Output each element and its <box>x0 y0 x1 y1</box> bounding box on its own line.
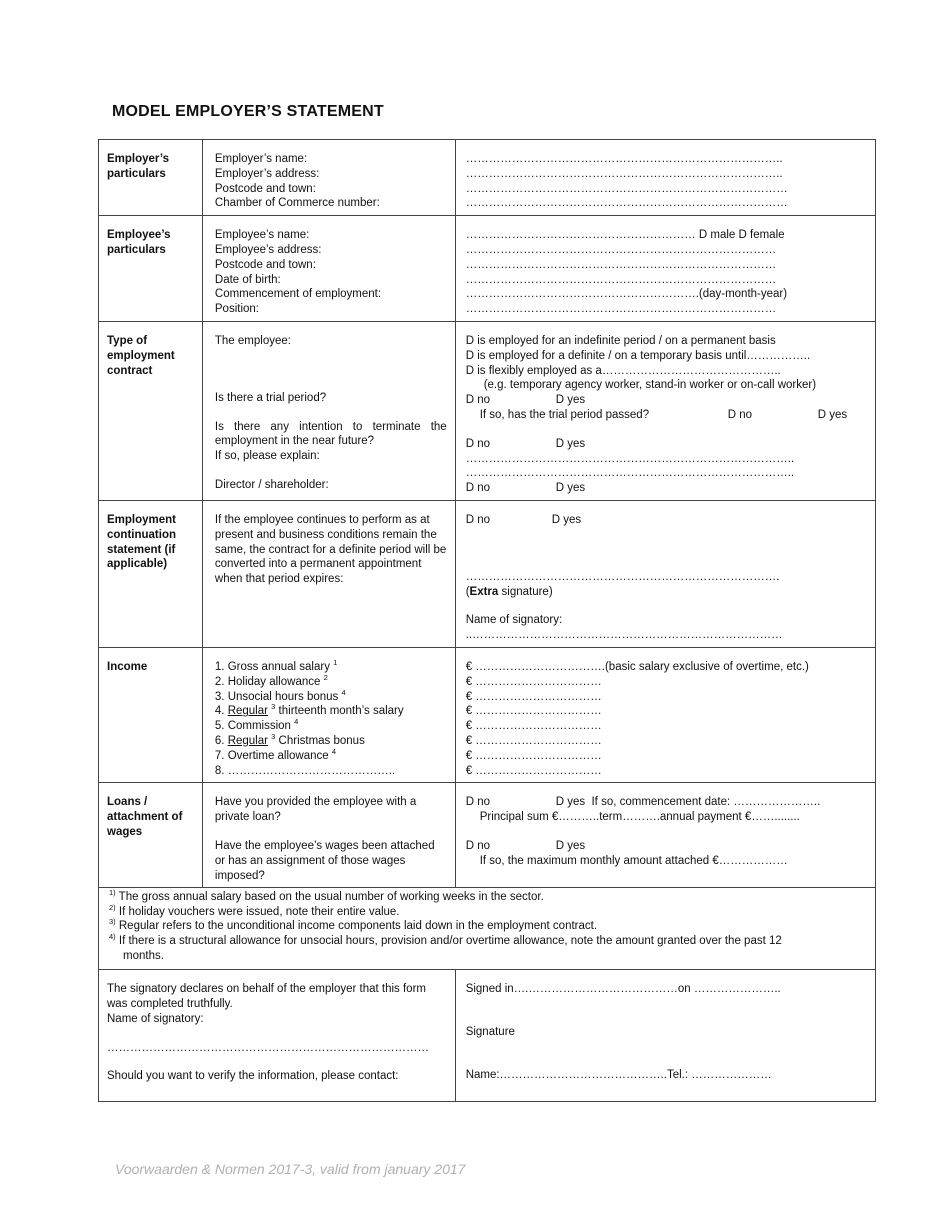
terminate-yes-checkbox[interactable]: D yes <box>555 437 586 450</box>
continuation-section <box>99 500 876 647</box>
page-footer: Voorwaarden & Normen 2017-3, valid from january 2017 <box>115 1161 466 1177</box>
loan-commencement-field[interactable]: If so, commencement date: ………………….. <box>591 796 821 809</box>
trial-no-checkbox[interactable]: D no <box>465 394 490 407</box>
loan-detail-field[interactable]: Principal sum €………..term……….annual payment €……........ <box>479 811 800 824</box>
extra-rest: signature) <box>498 585 553 598</box>
income-values <box>455 647 875 782</box>
income-item: 5. Commission $^4$ <box>214 719 299 733</box>
loan-question: Have you provided the employee with a private loan? <box>214 796 417 824</box>
income-item: 3. Unsocial hours bonus $^4$ <box>214 689 346 703</box>
employer-heading: Employer’s particulars <box>99 140 203 216</box>
employer-field-labels <box>202 140 455 216</box>
employer-postcode-label: Postcode and town: <box>214 182 316 195</box>
contract-option-flexible[interactable]: D is flexibly employed as a……………………………………….. <box>465 364 781 377</box>
explain-label: If so, please explain: <box>214 450 320 463</box>
explain-line-2[interactable]: ………………………………………………………………………….. <box>465 467 795 480</box>
employee-name-label: Employee’s name: <box>214 229 310 242</box>
employer-address-label: Employer’s address: <box>214 167 320 180</box>
footnote: $^{2)}$ If holiday vouchers were issued, note their entire value. <box>109 903 400 918</box>
trial-period-answer <box>466 393 871 408</box>
employer-postcode-field[interactable]: ………………………………………………………………………… <box>465 182 788 195</box>
signing-fields-cell <box>455 970 875 1102</box>
footnote: $^{1)}$ The gross annual salary based on the usual number of working weeks in the sector. <box>109 888 544 904</box>
income-value-field[interactable]: € …………………………… <box>465 734 602 747</box>
income-value-field[interactable]: € …………………………… <box>465 720 602 733</box>
employer-name-field[interactable]: ……………………………………………………………………….. <box>465 153 783 165</box>
director-answer <box>466 481 871 496</box>
employee-postcode-label: Postcode and town: <box>214 258 316 271</box>
attachment-question: Have the employee’s wages been attached or has an assignment of those wages imposed? <box>214 839 435 882</box>
continuation-signatory-label: Name of signatory: <box>465 614 563 627</box>
continuation-text-cell <box>202 500 455 647</box>
employee-position-label: Position: <box>214 303 259 316</box>
footnote-continuation: months. <box>123 949 164 962</box>
loans-questions <box>202 783 455 888</box>
attachment-no-checkbox[interactable]: D no <box>465 839 490 852</box>
trial-passed-no-checkbox[interactable]: D no <box>727 408 752 421</box>
footnotes-section <box>99 888 876 970</box>
income-heading: Income <box>99 647 203 782</box>
signing-name-field[interactable]: ………………………………………………………………………… <box>107 1041 429 1054</box>
trial-period-question: Is there a trial period? <box>214 391 327 404</box>
employer-coc-label: Chamber of Commerce number: <box>214 197 380 210</box>
contract-employee-label: The employee: <box>214 334 291 347</box>
loans-heading: Loans / attachment of wages <box>99 783 203 888</box>
attachment-answer <box>466 839 871 854</box>
attachment-yes-checkbox[interactable]: D yes <box>555 839 586 852</box>
income-items <box>202 647 455 782</box>
trial-passed-row <box>466 408 871 423</box>
loan-yes-checkbox[interactable]: D yes <box>555 796 586 809</box>
loan-no-checkbox[interactable]: D no <box>465 796 490 809</box>
income-item[interactable]: 8. …………………………………….. <box>214 764 396 777</box>
continuation-answer <box>466 513 871 528</box>
income-item: 6. Regular $^3$ Christmas bonus <box>214 733 365 747</box>
employee-name-field[interactable]: …………………………………………………… D male D female <box>465 229 785 242</box>
income-item: 7. Overtime allowance $^4$ <box>214 748 337 762</box>
employee-dob-label: Date of birth: <box>214 273 281 286</box>
continuation-no-checkbox[interactable]: D no <box>465 513 490 526</box>
footnote: $^{4)}$ If there is a structural allowance for unsocial hours, provision and/or overtime allowance, note the amount granted over the past 12 <box>109 932 782 948</box>
income-value-field[interactable]: € …………………………… <box>465 764 602 777</box>
income-value-field[interactable]: € …………………………… <box>465 705 602 718</box>
employer-address-field[interactable]: ……………………………………………………………………….. <box>465 167 783 180</box>
employer-name-label: Employer’s name: <box>214 153 308 165</box>
employee-heading: Employee’s particulars <box>99 216 203 322</box>
employee-address-label: Employee’s address: <box>214 243 322 256</box>
employee-postcode-field[interactable]: ……………………………………………………………………… <box>465 258 777 271</box>
income-value-field[interactable]: € …………………………… <box>465 675 602 688</box>
footnotes <box>99 888 876 970</box>
contract-answers <box>455 321 875 500</box>
employer-field-values <box>455 140 875 216</box>
loans-section <box>99 783 876 888</box>
footnote: $^{3)}$ Regular refers to the unconditional income components laid down in the employment contract. <box>109 917 598 933</box>
continuation-text: If the employee continues to perform as at present and business conditions remain the same, the contract for a definite period will be converted into a permanent appointment when that period expires: <box>214 513 447 586</box>
employee-field-labels <box>202 216 455 322</box>
terminate-answer <box>466 437 871 452</box>
terminate-question: Is there any intention to terminate the employment in the near future? <box>214 420 447 448</box>
signing-declaration-cell <box>99 970 456 1102</box>
employee-commencement-field[interactable]: …………………………………………………….(day-month-year) <box>465 288 788 301</box>
extra-signature-line[interactable]: ………………………………………………………………………. <box>465 570 780 583</box>
contract-option-permanent[interactable]: D is employed for an indefinite period / on a permanent basis <box>465 334 776 347</box>
employer-section <box>99 140 876 216</box>
contract-section <box>99 321 876 500</box>
extra-signature-label <box>466 585 871 600</box>
extra-open: ( <box>465 585 470 598</box>
signing-name-label: Name of signatory: <box>107 1012 204 1025</box>
employee-field-values <box>455 216 875 322</box>
statement-form <box>98 139 876 1102</box>
income-item: 1. Gross annual salary $^1$ <box>214 659 338 673</box>
income-value-field[interactable]: € …………………………….(basic salary exclusive of overtime, etc.) <box>465 660 809 673</box>
income-item: 2. Holiday allowance $^2$ <box>214 674 328 688</box>
loan-answer <box>466 795 871 810</box>
declaration-text: The signatory declares on behalf of the employer that this form was completed truthfully. <box>107 983 426 1011</box>
employer-coc-field[interactable]: ………………………………………………………………………… <box>465 197 788 210</box>
signing-section <box>99 970 876 1102</box>
income-item: 4. Regular $^3$ thirteenth month’s salary <box>214 704 404 718</box>
contract-flexible-note: (e.g. temporary agency worker, stand-in worker or on-call worker) <box>483 379 817 392</box>
director-label: Director / shareholder: <box>214 478 329 491</box>
director-yes-checkbox[interactable]: D yes <box>555 482 586 495</box>
continuation-signatory-field[interactable]: ..……………………………………………………………………… <box>465 629 783 642</box>
attachment-amount-field[interactable]: If so, the maximum monthly amount attached €……………… <box>479 854 788 867</box>
page-title: MODEL EMPLOYER’S STATEMENT <box>112 103 384 120</box>
contact-name-tel-field[interactable]: Name:……………………………………..Tel.: ………………… <box>465 1068 772 1081</box>
continuation-answers <box>455 500 875 647</box>
contract-questions <box>202 321 455 500</box>
employee-dob-field[interactable]: ……………………………………………………………………… <box>465 273 777 286</box>
contract-heading: Type of employment contract <box>99 321 203 500</box>
employee-address-field[interactable]: ……………………………………………………………………… <box>465 243 777 256</box>
trial-passed-question: If so, has the trial period passed? <box>479 408 650 421</box>
signature-field[interactable]: Signature <box>465 1026 515 1039</box>
explain-line-1[interactable]: ………………………………………………………………………….. <box>465 452 795 465</box>
signed-in-field[interactable]: Signed in….…………………………………on ………………….. <box>465 983 781 996</box>
director-no-checkbox[interactable]: D no <box>465 482 490 495</box>
employee-section <box>99 216 876 322</box>
continuation-heading: Employment continuation statement (if applicable) <box>99 500 203 647</box>
contact-label: Should you want to verify the information, please contact: <box>107 1070 399 1083</box>
trial-passed-yes-checkbox[interactable]: D yes <box>817 408 848 421</box>
income-section <box>99 647 876 782</box>
loans-answers <box>455 783 875 888</box>
employee-position-field[interactable]: ……………………………………………………………………… <box>465 303 777 316</box>
extra-bold: Extra <box>469 585 499 598</box>
terminate-no-checkbox[interactable]: D no <box>465 437 490 450</box>
contract-option-temporary[interactable]: D is employed for a definite / on a temporary basis until…………….. <box>465 349 811 362</box>
income-value-field[interactable]: € …………………………… <box>465 690 602 703</box>
continuation-yes-checkbox[interactable]: D yes <box>551 513 582 526</box>
employee-commencement-label: Commencement of employment: <box>214 288 382 301</box>
income-value-field[interactable]: € …………………………… <box>465 749 602 762</box>
trial-yes-checkbox[interactable]: D yes <box>555 394 586 407</box>
